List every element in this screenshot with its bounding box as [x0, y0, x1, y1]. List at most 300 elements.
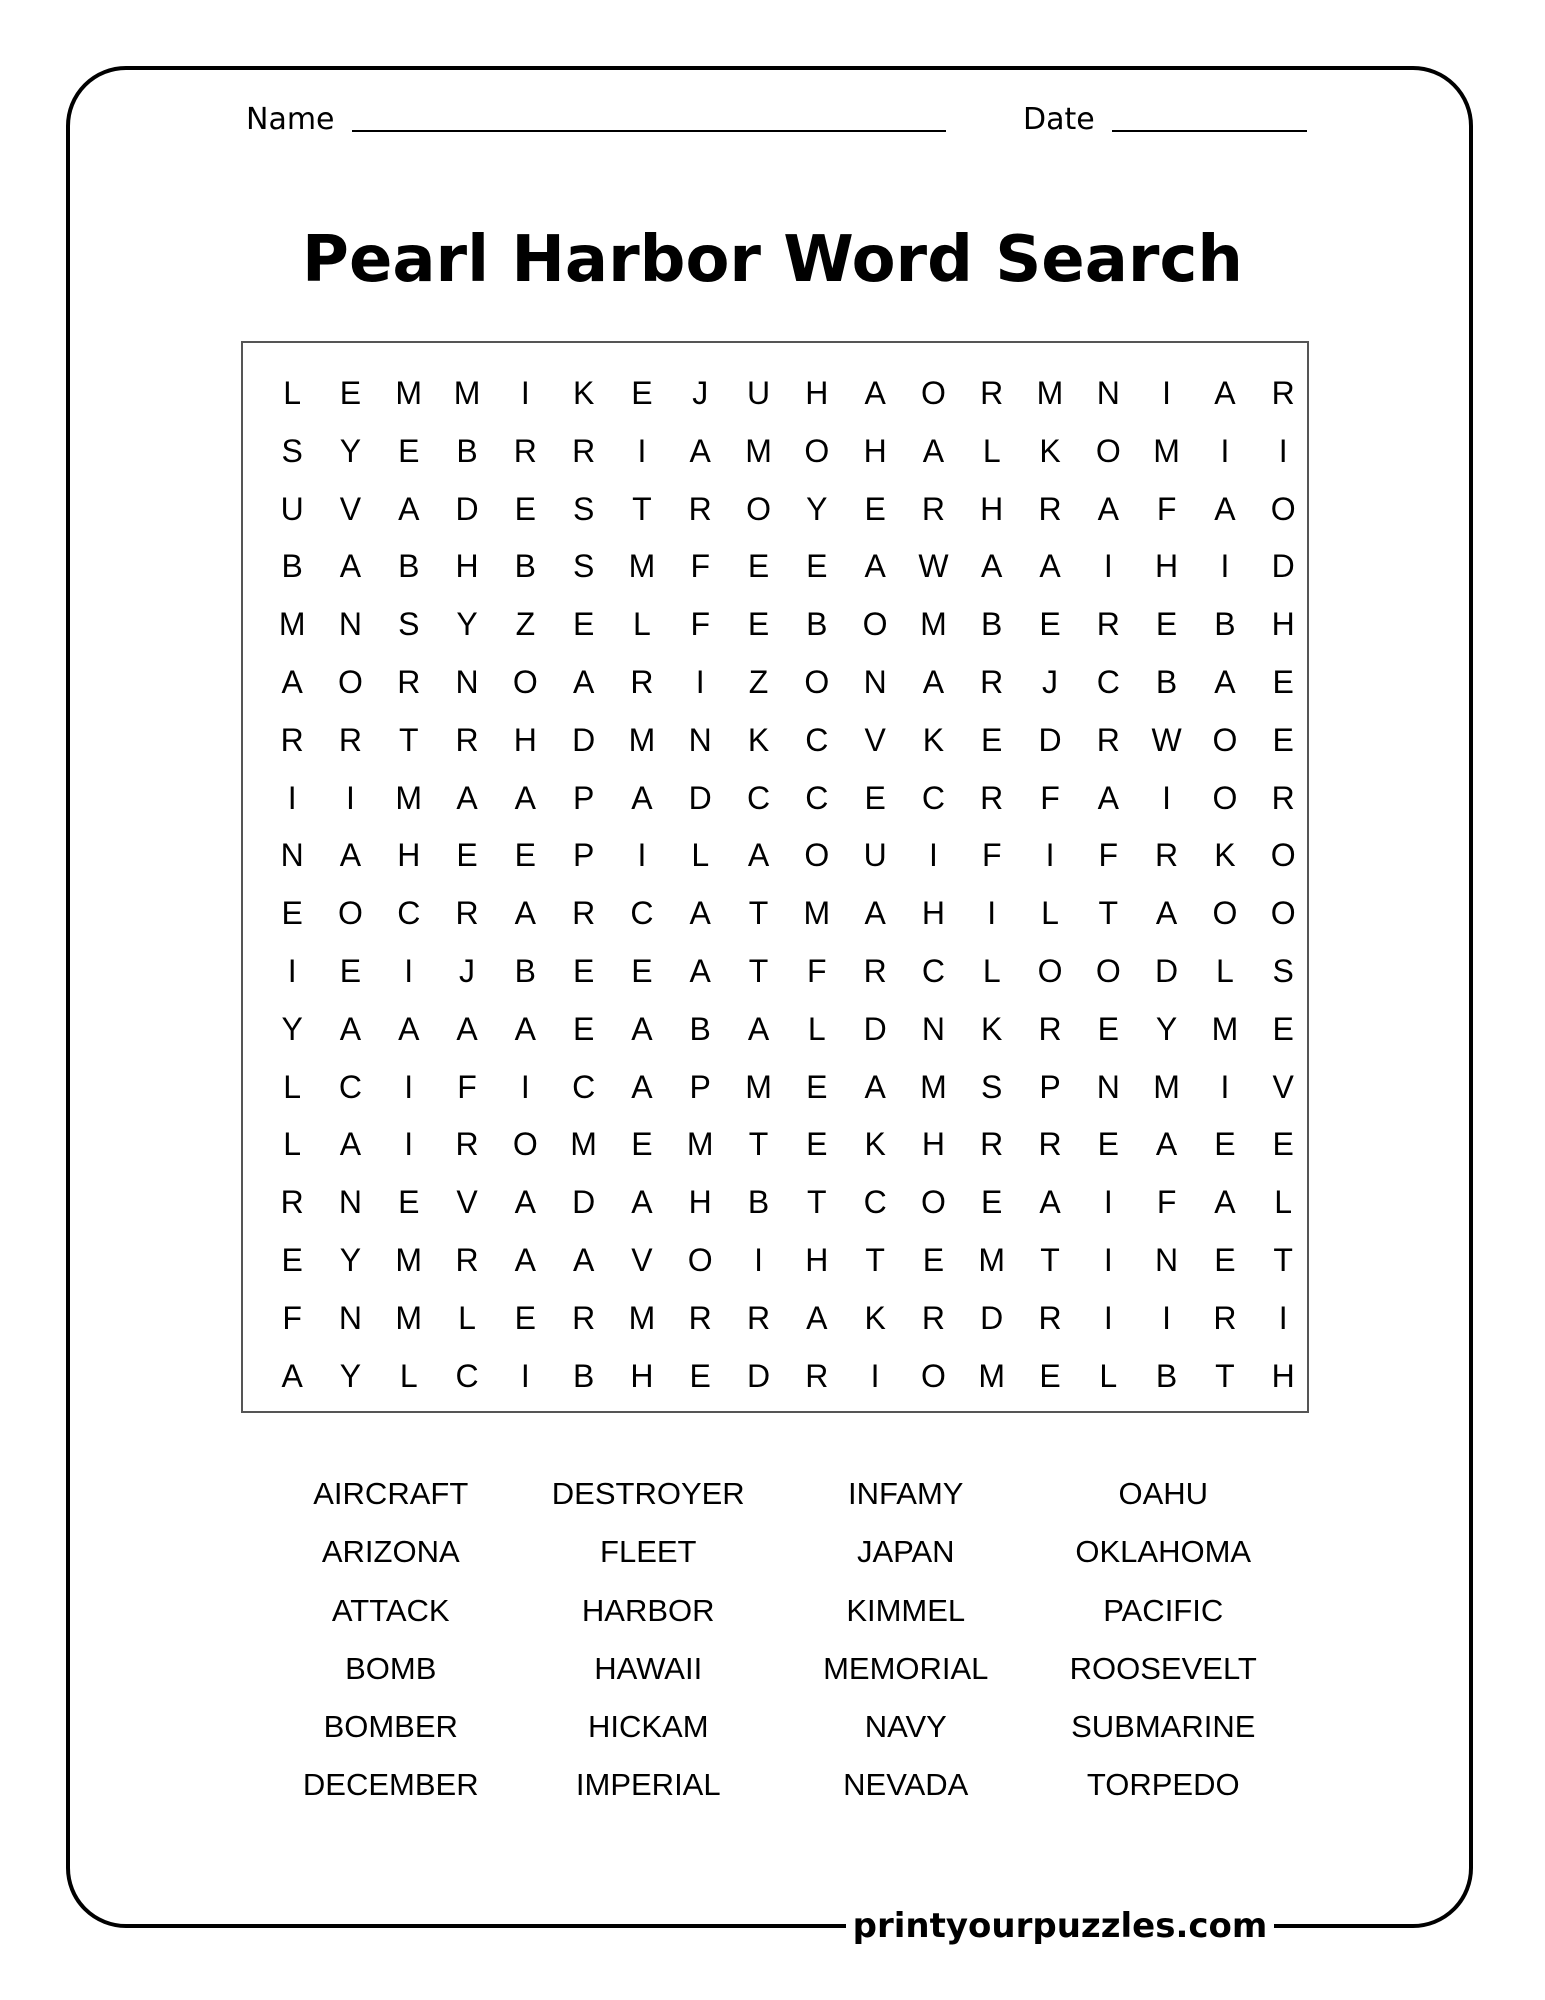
grid-cell[interactable]: A: [747, 837, 770, 874]
grid-cell[interactable]: E: [864, 779, 886, 816]
grid-cell[interactable]: L: [1274, 1184, 1293, 1221]
grid-cell[interactable]: Z: [748, 663, 769, 700]
grid-cell[interactable]: I: [637, 837, 647, 874]
grid-cell[interactable]: D: [980, 1299, 1004, 1336]
grid-cell[interactable]: N: [688, 721, 712, 758]
grid-cell[interactable]: S: [572, 548, 595, 585]
grid-cell[interactable]: A: [1097, 490, 1119, 527]
grid-cell[interactable]: R: [397, 663, 421, 700]
grid-cell[interactable]: F: [1098, 837, 1119, 874]
grid-cell[interactable]: M: [570, 1126, 597, 1163]
grid-cell[interactable]: E: [281, 1241, 303, 1278]
grid-cell[interactable]: A: [922, 432, 945, 469]
grid-cell[interactable]: O: [1270, 895, 1296, 932]
grid-cell[interactable]: O: [1212, 779, 1238, 816]
grid-cell[interactable]: H: [863, 432, 887, 469]
grid-cell[interactable]: E: [514, 837, 536, 874]
grid-cell[interactable]: R: [572, 1299, 596, 1336]
grid-cell[interactable]: E: [339, 375, 362, 411]
grid-cell[interactable]: A: [1155, 895, 1178, 932]
grid-cell[interactable]: O: [1270, 490, 1296, 527]
grid-cell[interactable]: F: [1156, 1184, 1177, 1221]
grid-cell[interactable]: A: [806, 1299, 828, 1336]
grid-cell[interactable]: L: [458, 1299, 476, 1336]
grid-cell[interactable]: L: [283, 1126, 302, 1163]
grid-cell[interactable]: A: [456, 1010, 478, 1047]
grid-cell[interactable]: I: [1103, 548, 1113, 585]
grid-cell[interactable]: L: [283, 375, 302, 411]
grid-cell[interactable]: Y: [806, 490, 828, 527]
grid-cell[interactable]: E: [572, 606, 595, 643]
grid-cell[interactable]: A: [514, 1184, 536, 1221]
grid-cell[interactable]: A: [572, 663, 595, 700]
grid-cell[interactable]: A: [689, 432, 711, 469]
grid-cell[interactable]: I: [1162, 1299, 1172, 1336]
grid-cell[interactable]: D: [746, 1357, 771, 1394]
grid-cell[interactable]: R: [572, 895, 596, 932]
grid-cell[interactable]: A: [339, 1010, 362, 1047]
grid-cell[interactable]: H: [980, 490, 1004, 527]
grid-cell[interactable]: A: [1155, 1126, 1178, 1163]
grid-cell[interactable]: A: [456, 779, 478, 816]
grid-cell[interactable]: O: [1095, 432, 1121, 469]
grid-cell[interactable]: F: [457, 1068, 477, 1105]
grid-cell[interactable]: K: [864, 1126, 886, 1163]
grid-cell[interactable]: M: [745, 1068, 772, 1105]
grid-cell[interactable]: O: [804, 432, 830, 469]
grid-cell[interactable]: R: [455, 721, 479, 758]
grid-cell[interactable]: A: [281, 1357, 303, 1394]
grid-cell[interactable]: N: [338, 1299, 362, 1336]
grid-cell[interactable]: O: [1037, 952, 1063, 989]
grid-cell[interactable]: M: [1036, 375, 1064, 411]
grid-cell[interactable]: M: [803, 895, 831, 932]
grid-cell[interactable]: A: [281, 663, 303, 700]
grid-cell[interactable]: I: [287, 779, 297, 816]
grid-cell[interactable]: R: [921, 490, 945, 527]
grid-cell[interactable]: E: [514, 1299, 536, 1336]
grid-cell[interactable]: M: [686, 1126, 714, 1163]
grid-cell[interactable]: A: [631, 1068, 653, 1105]
grid-cell[interactable]: E: [747, 606, 770, 643]
grid-cell[interactable]: E: [1155, 606, 1178, 643]
grid-cell[interactable]: V: [631, 1241, 653, 1278]
grid-cell[interactable]: M: [395, 1299, 423, 1336]
grid-cell[interactable]: I: [870, 1357, 880, 1394]
grid-cell[interactable]: H: [805, 375, 829, 411]
grid-cell[interactable]: T: [748, 952, 769, 989]
grid-cell[interactable]: R: [1271, 375, 1295, 411]
grid-cell[interactable]: T: [1040, 1241, 1060, 1278]
grid-cell[interactable]: B: [1155, 663, 1178, 700]
grid-cell[interactable]: M: [920, 606, 947, 643]
grid-cell[interactable]: L: [283, 1068, 302, 1105]
grid-cell[interactable]: R: [1038, 1126, 1062, 1163]
grid-cell[interactable]: E: [514, 490, 536, 527]
grid-cell[interactable]: I: [404, 1068, 414, 1105]
grid-cell[interactable]: O: [338, 663, 363, 700]
grid-cell[interactable]: S: [398, 606, 420, 643]
grid-cell[interactable]: J: [459, 952, 476, 989]
grid-cell[interactable]: E: [981, 1184, 1003, 1221]
grid-cell[interactable]: B: [981, 606, 1003, 643]
grid-cell[interactable]: M: [1153, 1068, 1180, 1105]
grid-cell[interactable]: A: [1039, 1184, 1061, 1221]
grid-cell[interactable]: I: [1278, 1299, 1288, 1336]
grid-cell[interactable]: I: [1278, 432, 1288, 469]
grid-cell[interactable]: R: [572, 432, 596, 469]
grid-cell[interactable]: B: [572, 1357, 595, 1394]
grid-cell[interactable]: O: [512, 663, 538, 700]
grid-cell[interactable]: E: [1272, 1126, 1294, 1163]
date-line[interactable]: [1112, 130, 1307, 132]
grid-cell[interactable]: C: [805, 721, 829, 758]
grid-cell[interactable]: I: [637, 432, 647, 469]
grid-cell[interactable]: Y: [339, 432, 362, 469]
grid-cell[interactable]: C: [746, 779, 771, 816]
grid-cell[interactable]: A: [514, 895, 536, 932]
grid-cell[interactable]: D: [455, 490, 479, 527]
grid-cell[interactable]: H: [630, 1357, 654, 1394]
grid-cell[interactable]: E: [747, 548, 770, 585]
grid-cell[interactable]: H: [805, 1241, 829, 1278]
grid-cell[interactable]: B: [806, 606, 828, 643]
grid-cell[interactable]: M: [1153, 432, 1180, 469]
grid-cell[interactable]: M: [395, 779, 423, 816]
grid-cell[interactable]: C: [805, 779, 829, 816]
grid-cell[interactable]: R: [630, 663, 654, 700]
grid-cell[interactable]: O: [687, 1241, 713, 1278]
grid-cell[interactable]: D: [1038, 721, 1062, 758]
grid-cell[interactable]: A: [864, 895, 886, 932]
grid-cell[interactable]: L: [982, 432, 1001, 469]
grid-cell[interactable]: M: [978, 1241, 1006, 1278]
grid-cell[interactable]: W: [1151, 721, 1182, 758]
grid-cell[interactable]: E: [281, 895, 303, 932]
grid-cell[interactable]: K: [747, 721, 770, 758]
grid-cell[interactable]: B: [689, 1010, 711, 1047]
grid-cell[interactable]: I: [1162, 779, 1172, 816]
grid-cell[interactable]: F: [282, 1299, 302, 1336]
grid-cell[interactable]: I: [1220, 432, 1230, 469]
grid-cell[interactable]: P: [572, 837, 595, 874]
grid-cell[interactable]: F: [690, 548, 710, 585]
grid-cell[interactable]: K: [1039, 432, 1061, 469]
grid-cell[interactable]: E: [1214, 1241, 1236, 1278]
grid-cell[interactable]: O: [804, 663, 830, 700]
grid-cell[interactable]: I: [520, 1068, 530, 1105]
grid-cell[interactable]: H: [455, 548, 479, 585]
name-line[interactable]: [352, 130, 946, 132]
grid-cell[interactable]: I: [1103, 1299, 1113, 1336]
grid-cell[interactable]: R: [513, 432, 537, 469]
grid-cell[interactable]: I: [1103, 1241, 1113, 1278]
grid-cell[interactable]: I: [1045, 837, 1055, 874]
grid-cell[interactable]: E: [398, 432, 420, 469]
grid-cell[interactable]: T: [1098, 895, 1119, 932]
grid-cell[interactable]: H: [921, 1126, 945, 1163]
grid-cell[interactable]: B: [514, 952, 536, 989]
grid-cell[interactable]: A: [514, 1241, 536, 1278]
grid-cell[interactable]: Y: [1155, 1010, 1178, 1047]
grid-cell[interactable]: R: [980, 663, 1004, 700]
grid-cell[interactable]: V: [864, 721, 886, 758]
grid-cell[interactable]: N: [1155, 1241, 1179, 1278]
grid-cell[interactable]: D: [572, 721, 596, 758]
grid-cell[interactable]: I: [1220, 548, 1230, 585]
grid-cell[interactable]: C: [921, 779, 945, 816]
grid-cell[interactable]: I: [1162, 375, 1172, 411]
grid-cell[interactable]: E: [806, 548, 828, 585]
grid-cell[interactable]: R: [1038, 1299, 1062, 1336]
grid-cell[interactable]: I: [520, 375, 530, 411]
grid-cell[interactable]: K: [572, 375, 595, 411]
grid-cell[interactable]: Y: [339, 1241, 362, 1278]
grid-cell[interactable]: R: [1096, 721, 1120, 758]
grid-cell[interactable]: N: [1096, 375, 1120, 411]
grid-cell[interactable]: A: [572, 1241, 595, 1278]
grid-cell[interactable]: E: [572, 1010, 595, 1047]
grid-cell[interactable]: A: [631, 1010, 653, 1047]
grid-cell[interactable]: E: [1097, 1010, 1119, 1047]
grid-cell[interactable]: H: [1271, 1357, 1295, 1394]
grid-cell[interactable]: O: [1212, 721, 1238, 758]
grid-cell[interactable]: L: [1216, 952, 1234, 989]
grid-cell[interactable]: M: [453, 375, 481, 411]
grid-cell[interactable]: N: [338, 1184, 362, 1221]
grid-cell[interactable]: B: [1155, 1357, 1178, 1394]
grid-cell[interactable]: V: [456, 1184, 478, 1221]
grid-cell[interactable]: K: [1214, 837, 1236, 874]
grid-cell[interactable]: V: [1272, 1068, 1294, 1105]
grid-cell[interactable]: R: [1096, 606, 1120, 643]
grid-cell[interactable]: E: [864, 490, 886, 527]
grid-cell[interactable]: A: [747, 1010, 770, 1047]
grid-cell[interactable]: L: [633, 606, 651, 643]
grid-cell[interactable]: P: [572, 779, 595, 816]
grid-cell[interactable]: M: [1211, 1010, 1239, 1047]
grid-cell[interactable]: A: [398, 1010, 420, 1047]
grid-cell[interactable]: R: [980, 375, 1004, 411]
grid-cell[interactable]: A: [689, 895, 711, 932]
grid-cell[interactable]: O: [920, 375, 946, 411]
grid-cell[interactable]: S: [1272, 952, 1294, 989]
grid-cell[interactable]: A: [514, 779, 536, 816]
grid-cell[interactable]: N: [280, 837, 304, 874]
grid-cell[interactable]: A: [631, 779, 653, 816]
grid-cell[interactable]: D: [1271, 548, 1295, 585]
grid-cell[interactable]: I: [346, 779, 355, 816]
grid-cell[interactable]: A: [689, 952, 711, 989]
grid-cell[interactable]: E: [806, 1126, 828, 1163]
grid-cell[interactable]: O: [804, 837, 830, 874]
grid-cell[interactable]: M: [628, 548, 656, 585]
grid-cell[interactable]: A: [1214, 375, 1236, 411]
grid-cell[interactable]: E: [398, 1184, 420, 1221]
grid-cell[interactable]: T: [807, 1184, 827, 1221]
grid-cell[interactable]: C: [397, 895, 421, 932]
grid-cell[interactable]: B: [1214, 606, 1236, 643]
grid-cell[interactable]: I: [520, 1357, 530, 1394]
grid-cell[interactable]: I: [754, 1241, 763, 1278]
grid-cell[interactable]: T: [1215, 1357, 1235, 1394]
grid-cell[interactable]: Z: [515, 606, 536, 643]
grid-cell[interactable]: M: [395, 1241, 423, 1278]
grid-cell[interactable]: C: [572, 1068, 596, 1105]
grid-cell[interactable]: C: [630, 895, 654, 932]
grid-cell[interactable]: O: [746, 490, 771, 527]
grid-cell[interactable]: U: [746, 375, 771, 411]
grid-cell[interactable]: R: [980, 779, 1004, 816]
grid-cell[interactable]: E: [981, 721, 1003, 758]
grid-cell[interactable]: C: [863, 1184, 887, 1221]
grid-cell[interactable]: O: [1095, 952, 1121, 989]
grid-cell[interactable]: C: [1096, 663, 1120, 700]
grid-cell[interactable]: L: [399, 1357, 418, 1394]
grid-cell[interactable]: E: [689, 1357, 711, 1394]
grid-cell[interactable]: C: [338, 1068, 362, 1105]
grid-cell[interactable]: N: [338, 606, 362, 643]
grid-cell[interactable]: R: [980, 1126, 1004, 1163]
grid-cell[interactable]: D: [863, 1010, 887, 1047]
grid-cell[interactable]: R: [805, 1357, 829, 1394]
grid-cell[interactable]: N: [1096, 1068, 1120, 1105]
grid-cell[interactable]: M: [628, 721, 656, 758]
grid-cell[interactable]: P: [1039, 1068, 1061, 1105]
grid-cell[interactable]: A: [339, 837, 362, 874]
grid-cell[interactable]: I: [1220, 1068, 1230, 1105]
grid-cell[interactable]: F: [807, 952, 827, 989]
grid-cell[interactable]: F: [1156, 490, 1177, 527]
grid-cell[interactable]: I: [1103, 1184, 1113, 1221]
grid-cell[interactable]: Y: [339, 1357, 362, 1394]
grid-cell[interactable]: M: [745, 432, 772, 469]
grid-cell[interactable]: O: [338, 895, 363, 932]
grid-cell[interactable]: L: [691, 837, 710, 874]
grid-cell[interactable]: K: [981, 1010, 1003, 1047]
grid-cell[interactable]: R: [1213, 1299, 1237, 1336]
grid-cell[interactable]: E: [1272, 1010, 1294, 1047]
grid-cell[interactable]: F: [981, 837, 1002, 874]
grid-cell[interactable]: J: [692, 375, 709, 411]
grid-cell[interactable]: W: [918, 548, 949, 585]
grid-cell[interactable]: A: [1214, 663, 1236, 700]
grid-cell[interactable]: B: [514, 548, 536, 585]
grid-cell[interactable]: E: [631, 952, 653, 989]
grid-cell[interactable]: V: [339, 490, 362, 527]
grid-cell[interactable]: O: [862, 606, 888, 643]
grid-cell[interactable]: A: [922, 663, 945, 700]
grid-cell[interactable]: F: [1040, 779, 1060, 816]
grid-cell[interactable]: E: [631, 375, 653, 411]
grid-cell[interactable]: A: [1214, 1184, 1236, 1221]
grid-cell[interactable]: N: [863, 663, 887, 700]
grid-cell[interactable]: E: [1214, 1126, 1236, 1163]
grid-cell[interactable]: R: [455, 1241, 479, 1278]
grid-cell[interactable]: E: [922, 1241, 945, 1278]
grid-cell[interactable]: I: [695, 663, 705, 700]
grid-cell[interactable]: A: [339, 548, 362, 585]
grid-cell[interactable]: B: [281, 548, 303, 585]
grid-cell[interactable]: A: [864, 375, 886, 411]
grid-cell[interactable]: K: [922, 721, 945, 758]
grid-cell[interactable]: A: [1039, 548, 1061, 585]
grid-cell[interactable]: A: [514, 1010, 536, 1047]
grid-cell[interactable]: T: [398, 721, 419, 758]
grid-cell[interactable]: F: [690, 606, 710, 643]
grid-cell[interactable]: I: [287, 952, 297, 989]
grid-cell[interactable]: L: [1041, 895, 1059, 932]
grid-cell[interactable]: D: [688, 779, 712, 816]
grid-cell[interactable]: E: [1039, 1357, 1061, 1394]
grid-cell[interactable]: E: [806, 1068, 828, 1105]
grid-cell[interactable]: S: [981, 1068, 1003, 1105]
grid-cell[interactable]: H: [397, 837, 421, 874]
grid-cell[interactable]: E: [1272, 721, 1294, 758]
grid-cell[interactable]: I: [928, 837, 938, 874]
grid-cell[interactable]: B: [398, 548, 420, 585]
grid-cell[interactable]: A: [864, 548, 886, 585]
grid-cell[interactable]: H: [1155, 548, 1179, 585]
grid-cell[interactable]: R: [1038, 490, 1062, 527]
grid-cell[interactable]: P: [689, 1068, 711, 1105]
grid-cell[interactable]: R: [338, 721, 362, 758]
grid-cell[interactable]: M: [628, 1299, 656, 1336]
grid-cell[interactable]: R: [688, 1299, 712, 1336]
grid-cell[interactable]: L: [807, 1010, 826, 1047]
grid-cell[interactable]: O: [920, 1184, 946, 1221]
grid-cell[interactable]: H: [513, 721, 537, 758]
grid-cell[interactable]: U: [280, 490, 304, 527]
grid-cell[interactable]: N: [455, 663, 479, 700]
grid-cell[interactable]: T: [748, 895, 769, 932]
grid-cell[interactable]: R: [1271, 779, 1295, 816]
grid-cell[interactable]: A: [631, 1184, 653, 1221]
grid-cell[interactable]: L: [982, 952, 1001, 989]
grid-cell[interactable]: E: [339, 952, 362, 989]
grid-cell[interactable]: C: [921, 952, 945, 989]
grid-cell[interactable]: E: [456, 837, 478, 874]
grid-cell[interactable]: A: [864, 1068, 886, 1105]
grid-cell[interactable]: L: [1099, 1357, 1118, 1394]
grid-cell[interactable]: A: [981, 548, 1003, 585]
grid-cell[interactable]: S: [281, 432, 303, 469]
grid-cell[interactable]: M: [920, 1068, 947, 1105]
grid-cell[interactable]: B: [747, 1184, 770, 1221]
grid-cell[interactable]: A: [1214, 490, 1236, 527]
grid-cell[interactable]: I: [404, 1126, 414, 1163]
grid-cell[interactable]: T: [1273, 1241, 1293, 1278]
grid-cell[interactable]: R: [280, 721, 304, 758]
grid-cell[interactable]: Y: [281, 1010, 303, 1047]
grid-cell[interactable]: R: [863, 952, 887, 989]
grid-cell[interactable]: J: [1042, 663, 1058, 700]
grid-cell[interactable]: H: [688, 1184, 712, 1221]
grid-cell[interactable]: K: [864, 1299, 886, 1336]
grid-cell[interactable]: A: [398, 490, 420, 527]
grid-cell[interactable]: E: [1097, 1126, 1119, 1163]
grid-cell[interactable]: R: [921, 1299, 945, 1336]
grid-cell[interactable]: R: [455, 1126, 479, 1163]
grid-cell[interactable]: O: [512, 1126, 538, 1163]
grid-cell[interactable]: A: [1097, 779, 1119, 816]
grid-cell[interactable]: E: [1272, 663, 1294, 700]
grid-cell[interactable]: R: [1038, 1010, 1062, 1047]
grid-cell[interactable]: O: [1212, 895, 1238, 932]
grid-cell[interactable]: R: [688, 490, 712, 527]
grid-cell[interactable]: H: [1271, 606, 1295, 643]
grid-cell[interactable]: T: [632, 490, 652, 527]
